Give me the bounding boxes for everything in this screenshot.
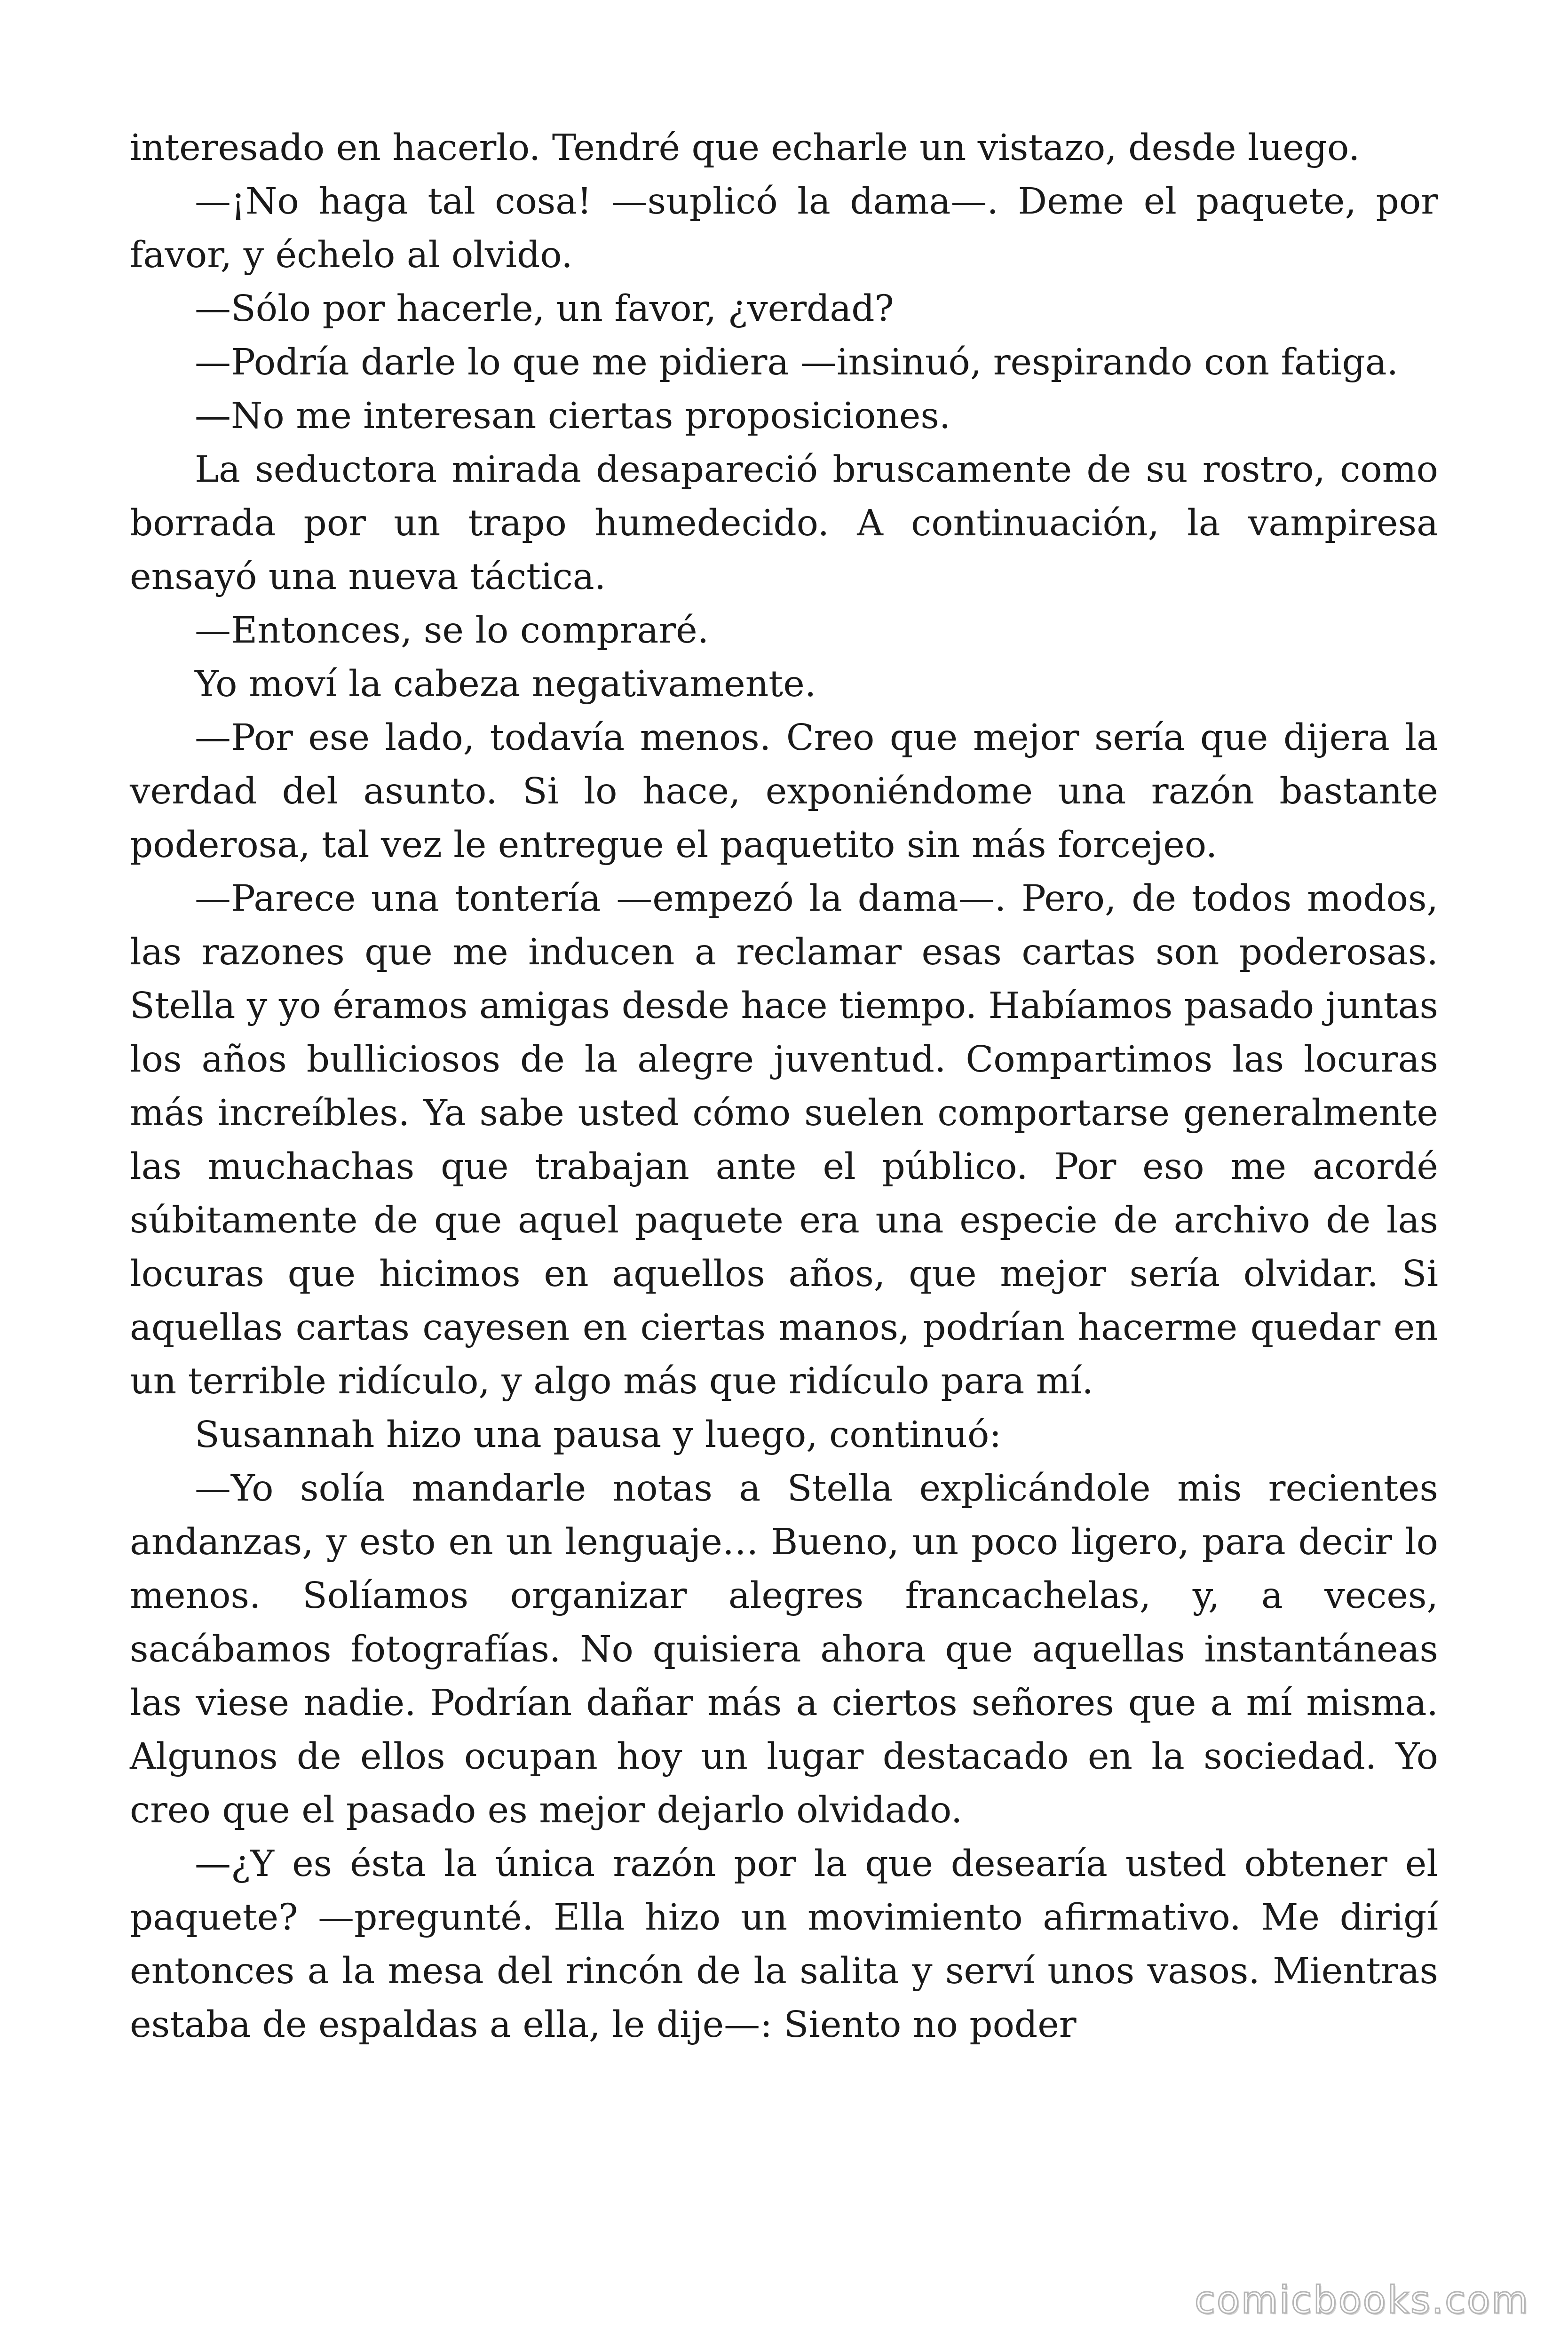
watermark: comicbooks.com: [1194, 2278, 1529, 2322]
paragraph: —Entonces, se lo compraré.: [195, 610, 709, 652]
paragraph: Yo moví la cabeza negativamente.: [195, 663, 816, 705]
body-text: [130, 121, 1438, 2052]
paragraph: —No me interesan ciertas proposiciones.: [195, 395, 951, 437]
paragraph: —Por ese lado, todavía menos. Creo que mejor sería que dijera la verdad del asunto. Si lo hace, exponiéndome una razón bastante poderosa, tal vez le entregue el paquetito sin más forcejeo.: [130, 717, 1438, 866]
paragraph-continued: interesado en hacerlo. Tendré que echarle un vistazo, desde luego.: [130, 127, 1360, 169]
paragraph: —¿Y es ésta la única razón por la que desearía usted obtener el paquete? —pregunté. Ella hizo un movimiento afirmativo. Me dirigí entonces a la mesa del rincón de la salita y serví unos vasos. Mientras estaba de espaldas a ella, le dije—: Siento no poder: [130, 1843, 1438, 2046]
paragraph: —Sólo por hacerle, un favor, ¿verdad?: [195, 288, 894, 330]
paragraph: La seductora mirada desapareció bruscamente de su rostro, como borrada por un trapo humedecido. A continuación, la vampiresa ensayó una nueva táctica.: [130, 449, 1438, 598]
paragraph: —Parece una tontería —empezó la dama—. Pero, de todos modos, las razones que me inducen a reclamar esas cartas son poderosas. Stella y yo éramos amigas desde hace tiempo. Habíamos pasado juntas los años bulliciosos de la alegre juventud. Compartimos las locuras más increíbles. Ya sabe usted cómo suelen comportarse generalmente las muchachas que trabajan ante el público. Por eso me acordé súbitamente de que aquel paquete era una especie de archivo de las locuras que hicimos en aquellos años, que mejor sería olvidar. Si aquellas cartas cayesen en ciertas manos, podrían hacerme quedar en un terrible ridículo, y algo más que ridículo para mí.: [130, 878, 1438, 1402]
paragraph: Susannah hizo una pausa y luego, continuó:: [195, 1414, 1002, 1456]
paragraph: —¡No haga tal cosa! —suplicó la dama—. Deme el paquete, por favor, y échelo al olvido.: [130, 181, 1438, 276]
paragraph: —Yo solía mandarle notas a Stella explicándole mis recientes andanzas, y esto en un lenguaje… Bueno, un poco ligero, para decir lo menos. Solíamos organizar alegres francachelas, y, a veces, sacábamos fotografías. No quisiera ahora que aquellas instantáneas las viese nadie. Podrían dañar más a ciertos señores que a mí misma. Algunos de ellos ocupan hoy un lugar destacado en la sociedad. Yo creo que el pasado es mejor dejarlo olvidado.: [130, 1468, 1438, 1831]
paragraph: —Podría darle lo que me pidiera —insinuó, respirando con fatiga.: [195, 342, 1399, 383]
